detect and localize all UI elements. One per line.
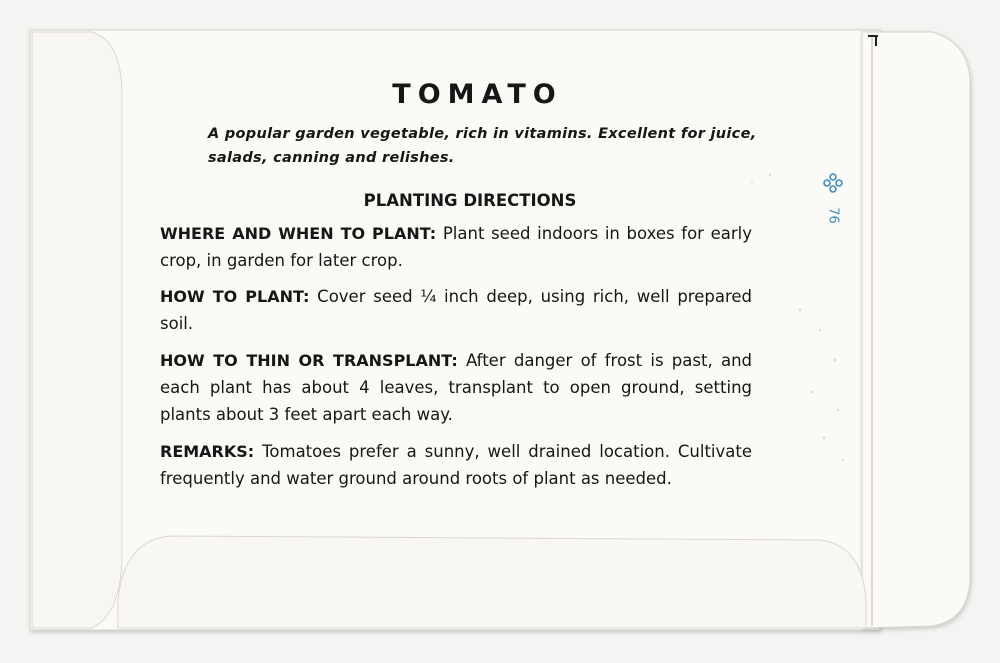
direction-heading: HOW TO PLANT:: [160, 287, 310, 306]
printer-mark: [820, 172, 842, 232]
envelope-left-fold: [32, 32, 122, 628]
direction-where-when: [160, 220, 752, 274]
direction-text: Plant seed indoors in boxes for early crop, in garden for later crop.: [160, 224, 752, 270]
direction-heading: WHERE AND WHEN TO PLANT:: [160, 224, 437, 243]
direction-heading: HOW TO THIN OR TRANSPLANT:: [160, 351, 458, 370]
envelope-top-flap: [862, 32, 970, 628]
product-description: A popular garden vegetable, rich in vitamins. Excellent for juice, salads, canning and relishes.: [208, 126, 757, 166]
stamp-code: 76: [825, 207, 841, 224]
direction-thin-transplant: [160, 347, 752, 428]
product-title: TOMATO: [392, 79, 563, 110]
direction-how-to-plant: [160, 283, 752, 337]
flower-dots-icon: [822, 172, 844, 194]
section-title: PLANTING DIRECTIONS: [363, 191, 577, 210]
direction-text: After danger of frost is past, and each plant has about 4 leaves, transplant to open ground, setting plants about 3 feet apart each way.: [160, 351, 752, 424]
envelope-bottom-flap: [118, 536, 866, 628]
direction-text: Cover seed ¼ inch deep, using rich, well prepared soil.: [160, 287, 753, 333]
direction-remarks: [160, 438, 752, 492]
packet-text: [160, 74, 760, 492]
direction-text: Tomatoes prefer a sunny, well drained location. Cultivate frequently and water ground around roots of plant as needed.: [160, 442, 752, 488]
direction-heading: REMARKS:: [160, 442, 255, 461]
